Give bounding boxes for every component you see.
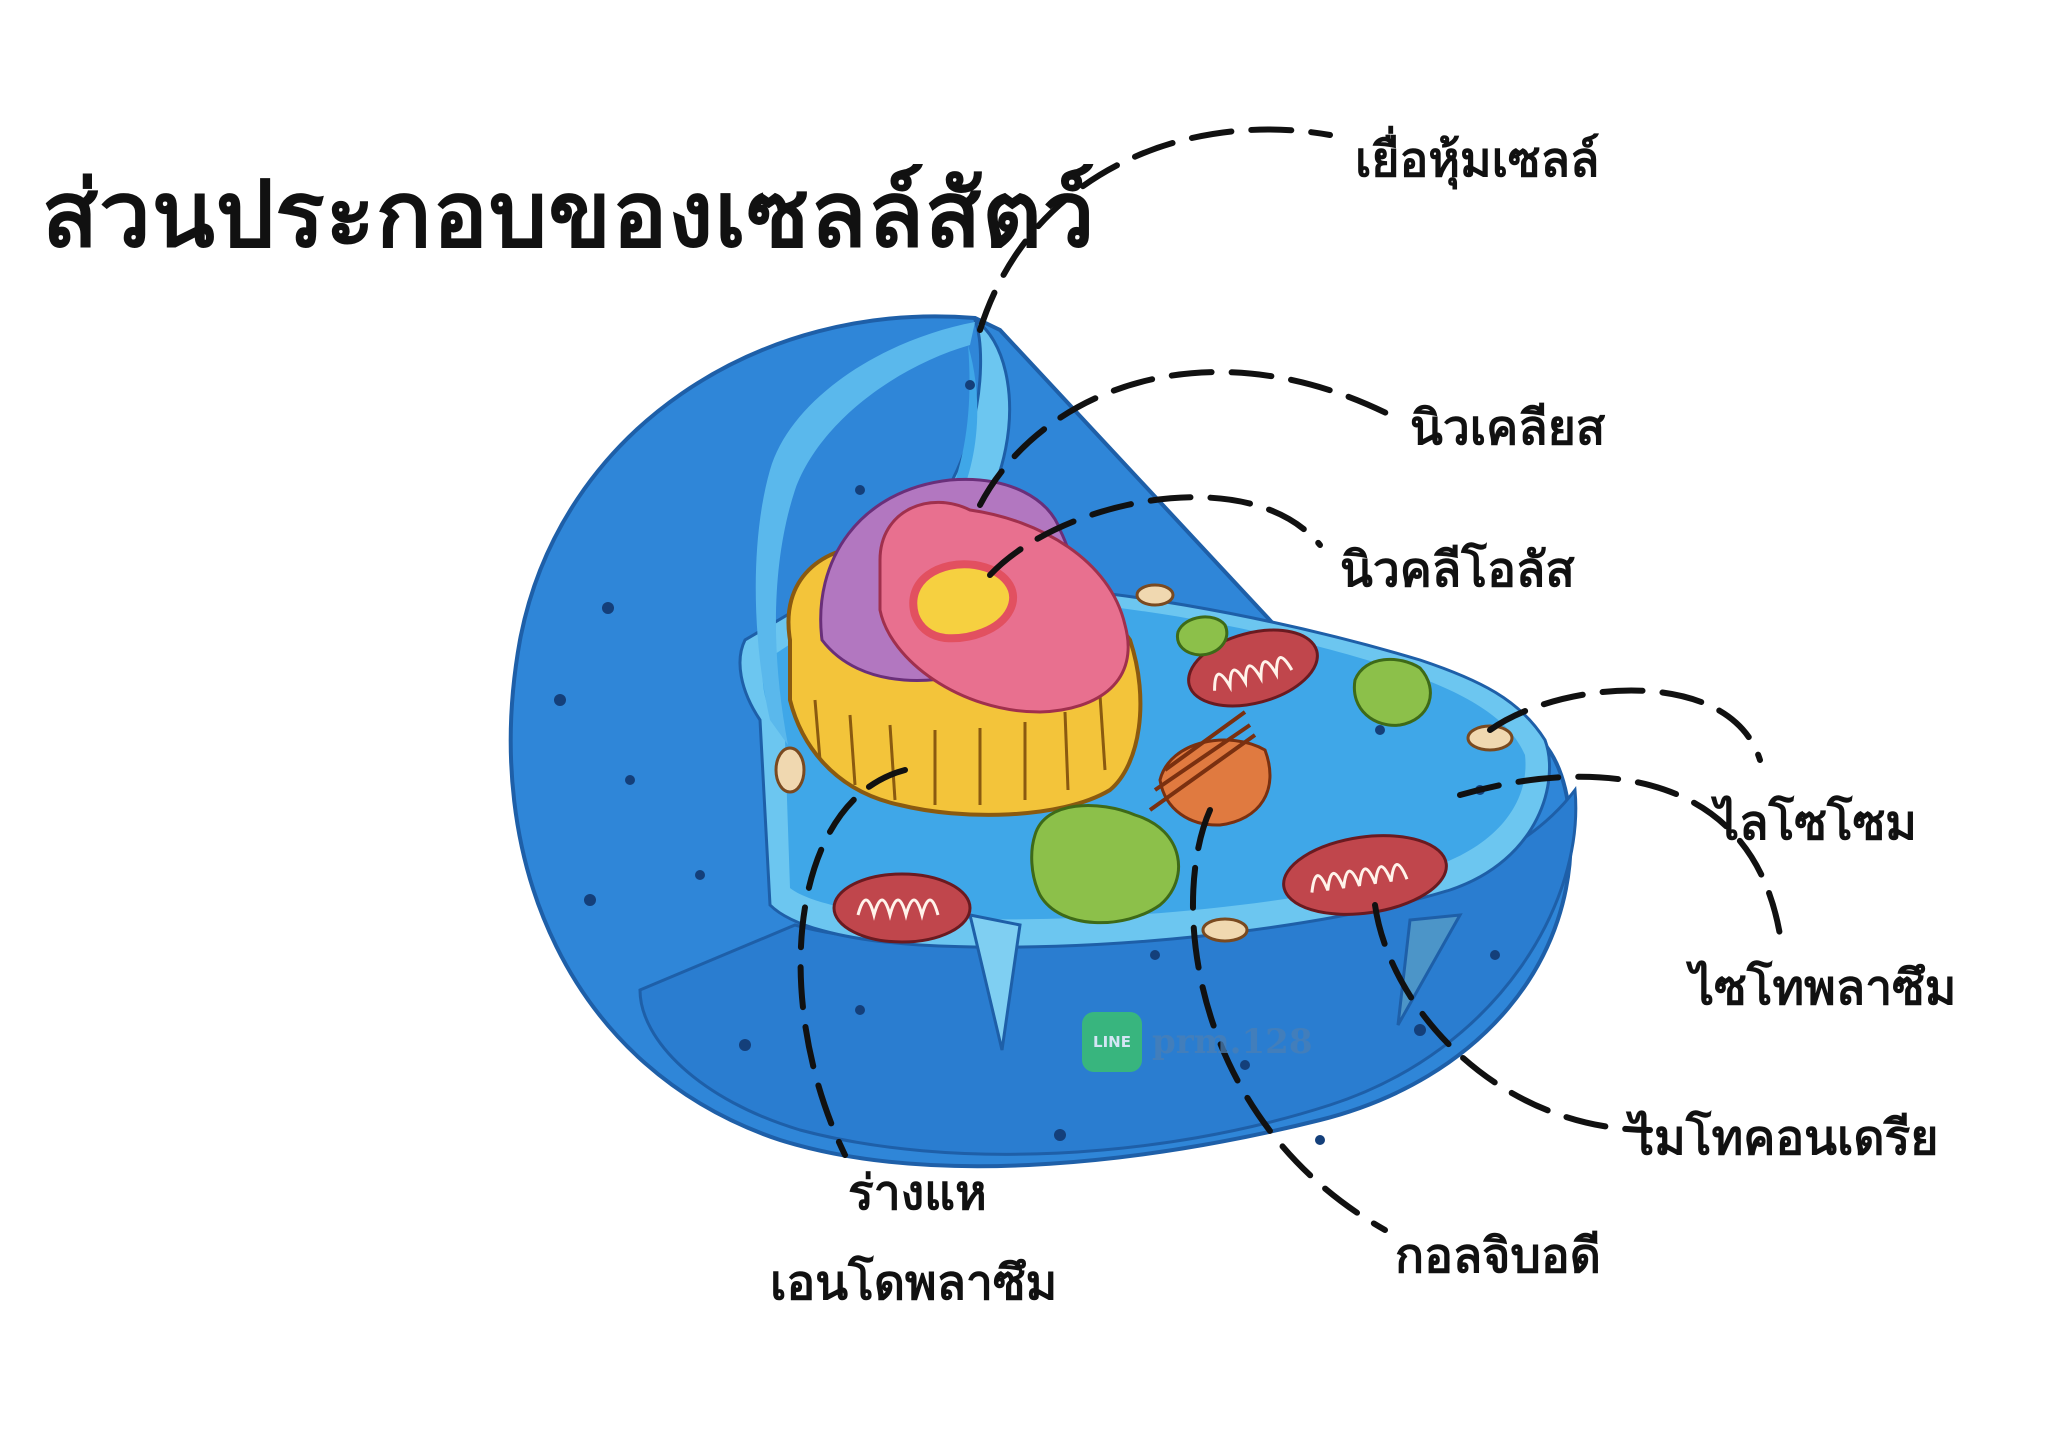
label-er-line1: ร่างแห [848, 1165, 987, 1221]
vacuole-small [1177, 617, 1226, 655]
mitochondrion-bottom-left [834, 874, 970, 942]
label-cell-membrane: เยื่อหุ้มเซลล์ [1355, 132, 1600, 188]
watermark [1082, 1012, 1312, 1072]
label-nucleolus: นิวคลีโอลัส [1340, 542, 1575, 598]
vacuole-medium [1354, 659, 1430, 725]
label-cytoplasm: ไซโทพลาซึม [1690, 960, 1957, 1016]
label-lysosome: ไลโซโซม [1715, 795, 1917, 851]
line-app-icon: LINE [1082, 1012, 1142, 1072]
label-mitochondria: ไมโทคอนเดรีย [1630, 1110, 1939, 1166]
label-er-line2: เอนโดพลาซึม [770, 1255, 1058, 1311]
page-title: ส่วนประกอบของเซลล์สัตว์ [42, 161, 1096, 268]
watermark-text: prm.128 [1152, 1022, 1313, 1062]
label-nucleus: นิวเคลียส [1410, 400, 1606, 456]
label-golgi: กอลจิบอดี [1395, 1228, 1601, 1284]
nucleolus [913, 564, 1013, 638]
